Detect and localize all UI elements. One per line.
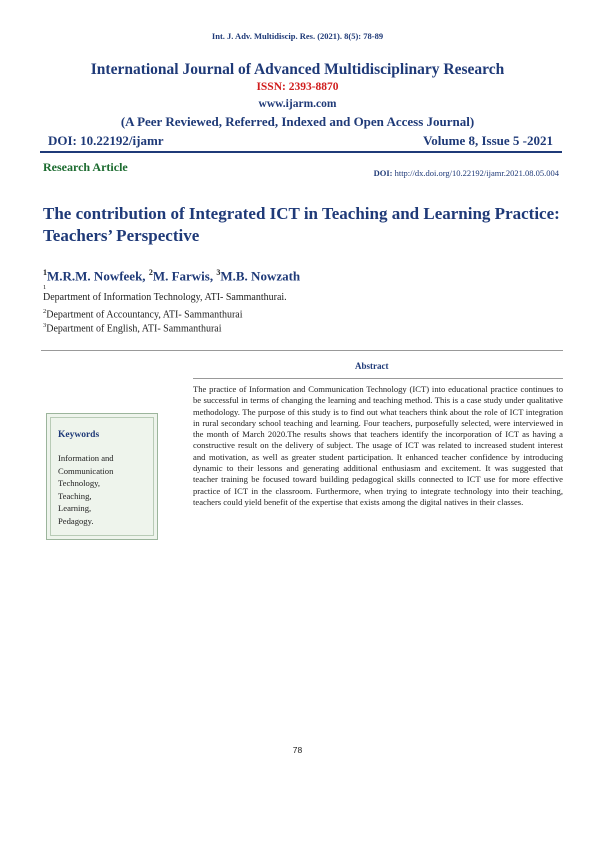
author-2-name: M. Farwis, [152, 268, 214, 284]
author-3-superscript: 3 [216, 268, 221, 277]
keyword-item: Learning, [58, 503, 92, 513]
affiliation-3-superscript: 3 [43, 322, 47, 329]
keywords-heading: Keywords [58, 430, 100, 440]
paper-title: The contribution of Integrated ICT in Teaching and Learning Practice: Teachers’ Perspective [43, 204, 560, 245]
affiliation-1-text: Department of Information Technology, ATI- Sammanthurai. [43, 292, 287, 303]
header-divider [40, 151, 562, 153]
author-1-superscript: 1 [43, 268, 47, 277]
keyword-item: Information and Communication Technology, [58, 453, 114, 488]
article-doi [374, 168, 559, 178]
keyword-item: Teaching, [58, 490, 92, 501]
journal-issn: ISSN: 2393-8870 [256, 81, 339, 93]
affiliation-3-text: Department of English, ATI- Sammanthurai [46, 323, 222, 335]
abstract-body: The practice of Information and Communication Technology (ICT) into educational practice continues to be successful in terms of changing the learning and teaching method. This is a case study under qualitative methodology. The purpose of this study is to find out what teachers think about the role of ICT integration in rural secondary school teaching and learning. Four teachers, purposefully selected, were interviewed in the month of March 2020.The results shows that teachers identify the incorporation of ICT as having a constructive result on the delivery of subject. The usage of ICT was related to increased student interest and motivation, as well as greater student participation. It enhanced teacher confidence by introducing dynamic to their lessons and generating additional enthusiasm and excitement. It was suggested that teacher training be focused toward building pedagogical skills connected to ICT use for more effective practice of ICT in the classroom. Furthermore, when trying to integrate technology into their teaching, teachers could yield benefit of the expertise that exists among the digital natives in their classes. [193, 384, 563, 507]
affiliation-2-text: Department of Accountancy, ATI- Sammanthurai [46, 309, 243, 321]
abstract-heading-divider [193, 378, 563, 379]
article-type: Research Article [43, 160, 128, 174]
affiliation-2-superscript: 2 [43, 308, 47, 315]
keywords-box [46, 413, 158, 540]
affiliation-1 [43, 284, 287, 303]
abstract-heading: Abstract [355, 361, 389, 371]
article-doi-link[interactable]: http://dx.doi.org/10.22192/ijamr.2021.08.05.004 [394, 168, 559, 178]
running-head: Int. J. Adv. Multidiscip. Res. (2021). 8(5): 78-89 [211, 31, 384, 41]
page-number: 78 [292, 745, 303, 755]
keyword-item: Pedagogy. [58, 515, 94, 526]
peer-review-statement: (A Peer Reviewed, Referred, Indexed and Open Access Journal) [120, 114, 475, 129]
affiliation-1-superscript: 1 [43, 284, 47, 291]
journal-doi: DOI: 10.22192/ijamr [48, 133, 164, 148]
keywords-list [58, 452, 148, 527]
article-doi-label: DOI: [373, 168, 393, 178]
author-1-name: M.R.M. Nowfeek, [47, 268, 146, 284]
author-2-superscript: 2 [148, 268, 153, 277]
volume-issue: Volume 8, Issue 5 -2021 [423, 133, 553, 148]
author-3-name: M.B. Nowzath [220, 268, 301, 284]
affiliation-3 [43, 322, 222, 334]
journal-title: International Journal of Advanced Multidisciplinary Research [90, 61, 505, 78]
journal-website-link[interactable]: www.ijarm.com [258, 98, 337, 110]
author-list [43, 268, 300, 284]
affiliation-2 [43, 308, 243, 320]
abstract-top-divider [41, 350, 563, 351]
